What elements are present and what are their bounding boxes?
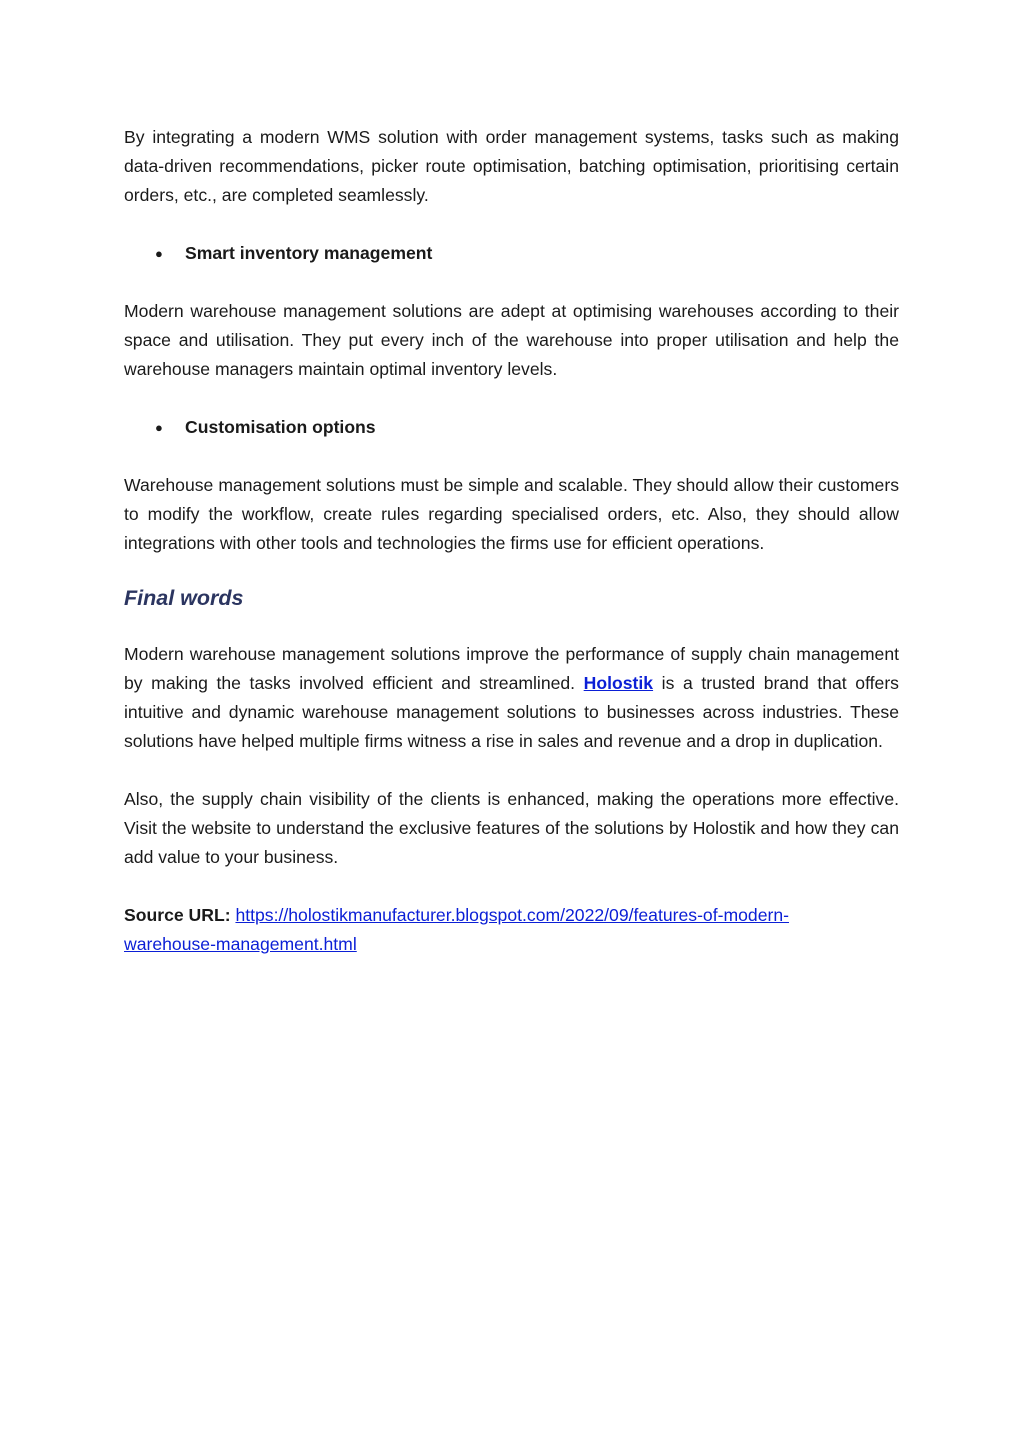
holostik-link[interactable]: Holostik	[583, 673, 654, 693]
bullet-label: Smart inventory management	[185, 243, 433, 263]
bullet-label: Customisation options	[185, 417, 376, 437]
source-url-part-2: warehouse-management.html	[124, 934, 357, 954]
source-url-part-1: https://holostikmanufacturer.blogspot.com/2022/09/features-of-modern-	[235, 905, 789, 925]
section-heading-final-words: Final words	[124, 586, 244, 610]
source-label: Source URL:	[124, 905, 231, 925]
inventory-paragraph: Modern warehouse management solutions are adept at optimising warehouses according to their space and utilisation. They put every inch of the warehouse into proper utilisation and help the warehouse managers maintain optimal inventory levels.	[124, 301, 899, 379]
customisation-paragraph: Warehouse management solutions must be simple and scalable. They should allow their customers to modify the workflow, create rules regarding specialised orders, etc. Also, they should allow integrations with other tools and technologies the firms use for efficient operations.	[124, 475, 899, 553]
visibility-paragraph: Also, the supply chain visibility of the clients is enhanced, making the operations more effective. Visit the website to understand the exclusive features of the solutions by Holostik and how they can add value to your business.	[124, 789, 899, 867]
final-text-end: is a trusted brand that offers intuitive and dynamic warehouse management solutions to businesses across industries. These solutions have helped multiple firms witness a rise in sales and revenue and a drop in duplication.	[124, 673, 899, 751]
final-words-paragraph	[124, 640, 899, 756]
bullet-smart-inventory	[155, 239, 899, 268]
document-body	[124, 123, 899, 959]
intro-paragraph: By integrating a modern WMS solution with order management systems, tasks such as making data-driven recommendations, picker route optimisation, batching optimisation, prioritising certain orders, etc., are completed seamlessly.	[124, 127, 899, 205]
source-line	[124, 901, 899, 959]
bullet-icon: ●	[155, 246, 163, 261]
bullet-customisation	[155, 413, 899, 442]
bullet-icon: ●	[155, 420, 163, 435]
final-text-start: Modern warehouse management solutions improve the performance of supply chain management by making the tasks involved efficient and streamlined.	[124, 644, 899, 693]
